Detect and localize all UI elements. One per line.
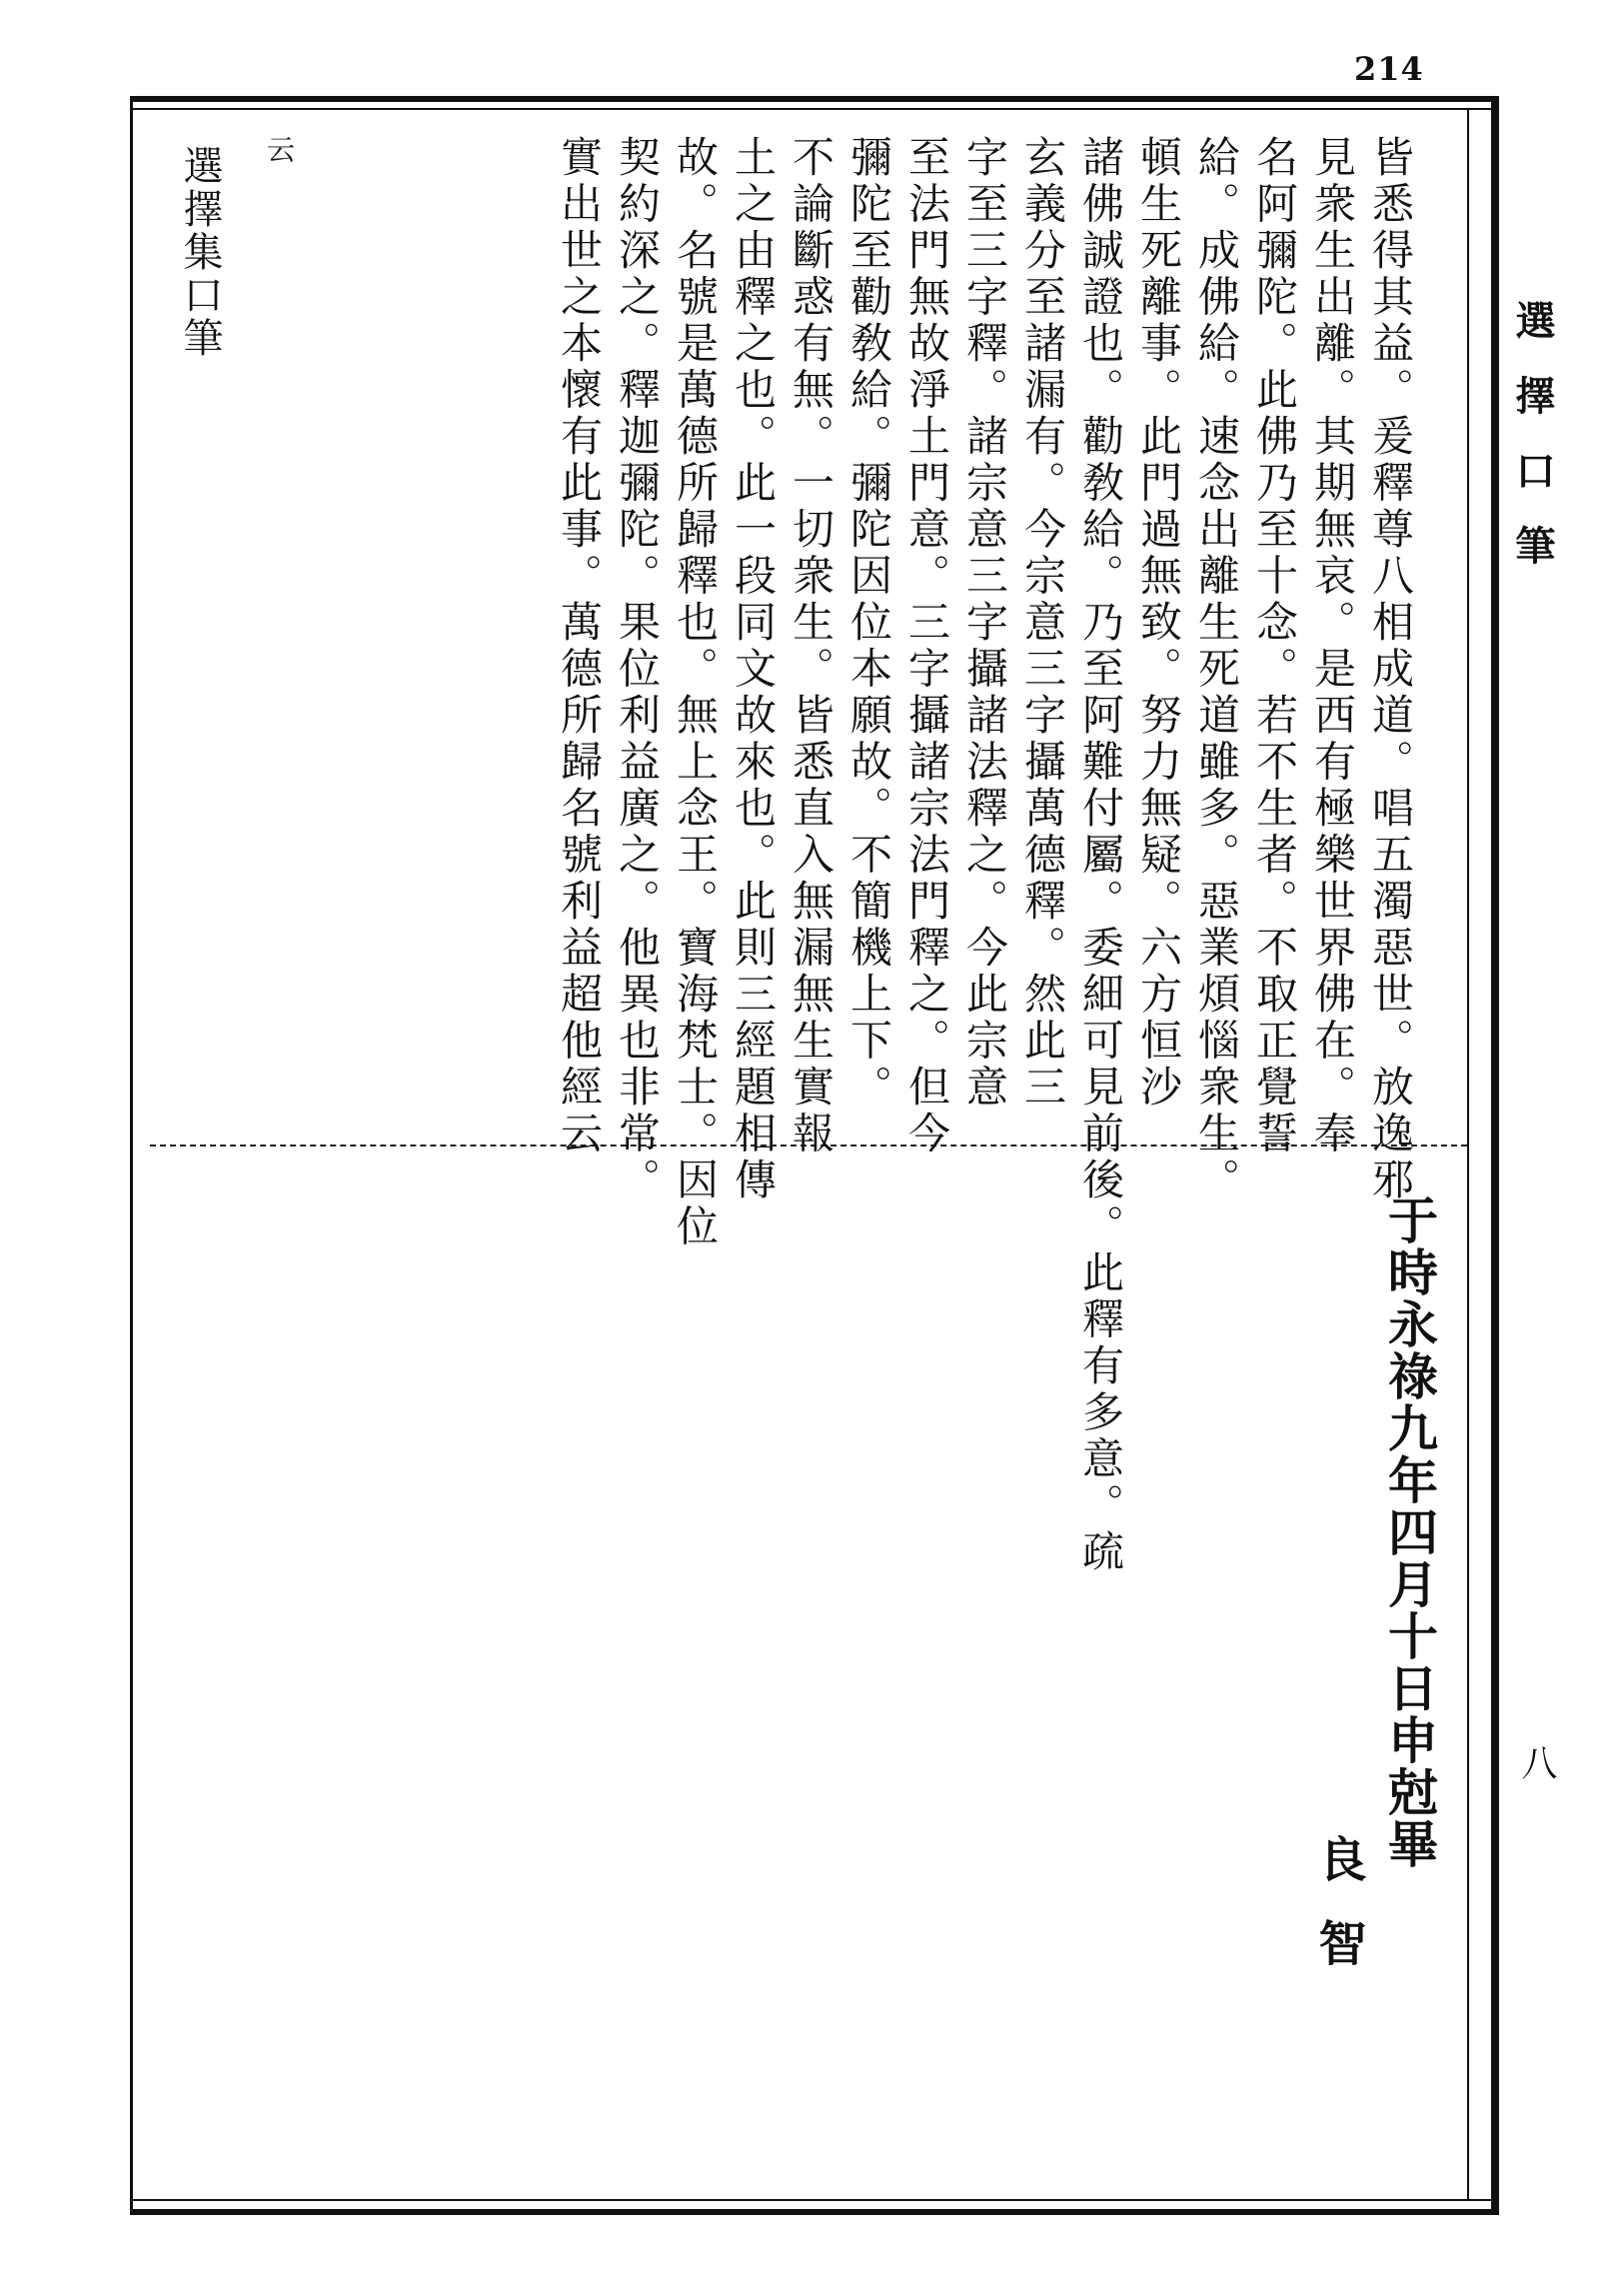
body-column: 皆悉得其益。爰釋尊八相成道。唱五濁惡世。放逸邪 — [1366, 135, 1415, 1204]
body-column: 頓生死離事。此門過無致。努力無疑。六方恒沙 — [1134, 135, 1183, 1112]
author-name: 良智 — [1310, 1834, 1366, 2002]
frame-right-rule — [1491, 96, 1499, 2215]
body-column: 不論斷惑有無。一切衆生。皆悉直入無漏無生實報 — [787, 135, 835, 1157]
body-column: 給。成佛給。速念出離生死道雖多。惡業煩惱衆生。 — [1192, 135, 1241, 1204]
running-header: 選擇口筆 — [1509, 300, 1556, 600]
frame-top-inner-rule — [130, 108, 1499, 110]
book-title: 選擇集口筆 — [177, 145, 223, 360]
body-column: 見衆生出離。其期無哀。是西有極樂世界佛在。奉 — [1308, 135, 1357, 1157]
body-column: 名阿彌陀。此佛乃至十念。若不生者。不取正覺誓 — [1250, 135, 1299, 1157]
body-column: 故。名號是萬德所歸釋也。無上念王。寶海梵士。因位 — [671, 135, 720, 1250]
body-column: 字至三字釋。諸宗意三字攝諸法釋之。今此宗意 — [960, 135, 1009, 1112]
frame-left-rule — [130, 96, 133, 2215]
frame-bottom-inner-rule — [130, 2199, 1499, 2201]
frame-top-rule — [130, 96, 1499, 102]
page-number: 214 — [1354, 50, 1424, 88]
body-column: 實出世之本懷有此事。萬德所歸名號利益超他經云 — [555, 135, 604, 1157]
body-column: 契約深之。釋迦彌陀。果位利益廣之。他異也非常。 — [613, 135, 662, 1204]
body-column: 彌陀至勸敎給。彌陀因位本願故。不簡機上下。 — [844, 135, 893, 1112]
body-column: 土之由釋之也。此一段同文故來也。此則三經題相傳 — [729, 135, 778, 1204]
frame-right-inner-rule — [1467, 110, 1469, 2201]
frame-bottom-rule — [130, 2209, 1499, 2215]
body-column: 至法門無故淨土門意。三字攝諸宗法門釋之。但今 — [902, 135, 951, 1157]
folio-number: 八 — [1516, 1744, 1557, 1780]
end-mark: 云 — [263, 135, 296, 168]
colophon: 于時永祿九年四月十日申尅畢 — [1380, 1194, 1439, 1870]
body-column: 諸佛誠證也。勸敎給。乃至阿難付屬。委細可見前後。此釋有多意。疏 — [1076, 135, 1125, 1576]
body-column: 玄義分至諸漏有。今宗意三字攝萬德釋。然此三 — [1018, 135, 1067, 1112]
